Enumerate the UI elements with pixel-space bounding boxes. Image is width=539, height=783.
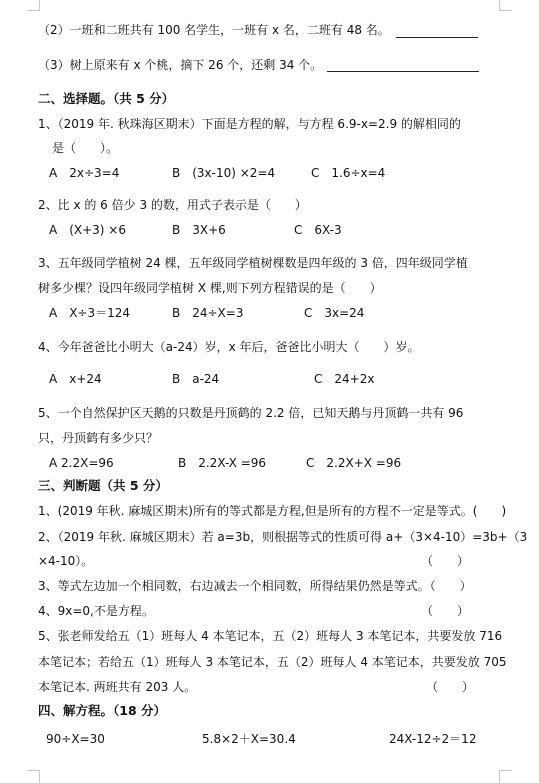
s2-q3-option-c[interactable]: C 3x=24 (304, 306, 365, 320)
s3-q2-answer-paren[interactable]: （ ） (421, 554, 470, 568)
s2-q1-option-c[interactable]: C 1.6÷x=4 (311, 166, 386, 180)
equation-3: 24X-12÷2＝12 (389, 732, 477, 746)
s3-q3: 3、等式左边加一个相同数，右边减去一个相同数，所得结果仍然是等式。（ ） (38, 579, 472, 593)
s2-q1-text-line2: 是（ ）。 (52, 141, 119, 155)
equation-1: 90÷X=30 (46, 732, 105, 746)
part1-question-3: （3）树上原来有 x 个桃，摘下 26 个，还剩 34 个。 (38, 58, 323, 72)
answer-line-q2[interactable] (396, 37, 478, 38)
s2-q1-option-a[interactable]: A 2x÷3=4 (49, 166, 120, 180)
section4-title: 四、解方程。（18 分） (38, 703, 166, 718)
s2-q3-option-b[interactable]: B 24÷X=3 (172, 306, 244, 320)
answer-line-q3[interactable] (327, 71, 479, 72)
s2-q5-option-a[interactable]: A 2.2X=96 (49, 456, 114, 470)
s2-q5-text-line2: 只，丹顶鹤有多少只？ (38, 431, 159, 445)
s2-q4-option-a[interactable]: A x+24 (49, 372, 102, 386)
page-corner-bottom-left (27, 770, 40, 783)
part1-question-2: （2）一班和二班共有 100 名学生，一班有 x 名，二班有 48 名。 (38, 23, 390, 37)
s3-q5-line2: 本笔记本；若给五（1）班每人 3 本笔记本，五（2）班每人 4 本笔记本，共要发放 705 (38, 655, 507, 669)
s2-q2-option-a[interactable]: A (X+3) ×6 (49, 223, 126, 237)
s2-q1-text-line1: 1、（2019 年. 秋珠海区期末）下面是方程的解，与方程 6.9-x=2.9 的解相同的 (38, 117, 461, 131)
s2-q4-option-b[interactable]: B a-24 (172, 372, 220, 386)
s2-q3-text-line1: 3、五年级同学植树 24 棵，五年级同学植树棵数是四年级的 3 倍，四年级同学植 (38, 256, 468, 270)
s3-q5-line3: 本笔记本. 两班共有 203 人。 (38, 680, 197, 694)
section3-title: 三、判断题（共 5 分） (38, 478, 168, 493)
s3-q5-line1: 5、张老师发给五（1）班每人 4 本笔记本，五（2）班每人 3 本笔记本，共要发放 716 (38, 629, 503, 643)
page-corner-top-left (27, 0, 40, 11)
s3-q1: 1、(2019 年秋. 麻城区期末)所有的等式都是方程,但是所有的方程不一定是等式。( ) (38, 504, 507, 518)
s2-q1-option-b[interactable]: B (3x-10) ×2=4 (172, 166, 276, 180)
s2-q2-text: 2、比 x 的 6 倍少 3 的数，用式子表示是（ ） (38, 198, 307, 212)
s3-q2-line2: ×4-10）。 (38, 554, 94, 568)
s3-q4-answer-paren[interactable]: （ ） (421, 604, 470, 618)
section2-title: 二、选择题。（共 5 分） (38, 91, 175, 106)
s2-q4-text: 4、今年爸爸比小明大（a-24）岁，x 年后，爸爸比小明大（ ）岁。 (38, 340, 420, 354)
equation-2: 5.8×2＋X=30.4 (202, 732, 296, 746)
page-corner-bottom-right (499, 770, 512, 783)
s2-q5-option-c[interactable]: C 2.2X+X =96 (306, 456, 402, 470)
s3-q5-answer-paren[interactable]: （ ） (426, 680, 475, 694)
s3-q4: 4、9x=0,不是方程。 (38, 604, 154, 618)
s2-q3-text-line2: 树多少棵？设四年级同学植树 X 棵,则下列方程错误的是（ ） (38, 281, 382, 295)
page-corner-top-right (499, 0, 512, 11)
s2-q5-option-b[interactable]: B 2.2X-X =96 (178, 456, 267, 470)
s2-q3-option-a[interactable]: A X÷3＝124 (49, 306, 131, 320)
s2-q5-text-line1: 5、一个自然保护区天鹅的只数是丹顶鹤的 2.2 倍，已知天鹅与丹顶鹤一共有 96 (38, 406, 464, 420)
s2-q2-option-b[interactable]: B 3X+6 (172, 223, 226, 237)
s2-q4-option-c[interactable]: C 24+2x (314, 372, 375, 386)
s3-q2-line1: 2、（2019 年秋. 麻城区期末）若 a=3b，则根据等式的性质可得 a+（3×4-10）=3b+（3 (38, 530, 528, 544)
s2-q2-option-c[interactable]: C 6X-3 (294, 223, 342, 237)
